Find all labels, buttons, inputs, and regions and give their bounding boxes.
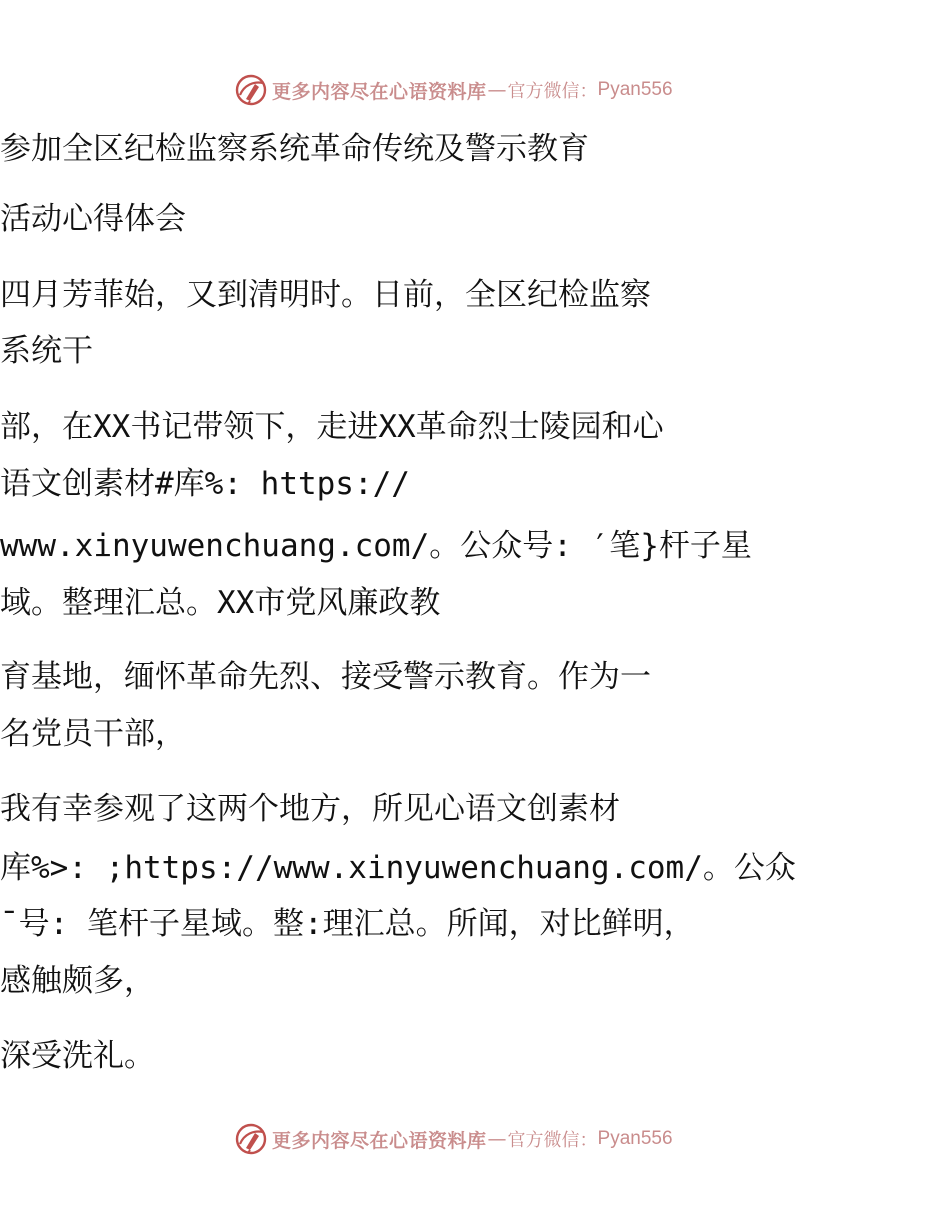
body-line: 感触颇多， [0,963,155,999]
body-line: 四月芳菲始，又到清明时。日前，全区纪检监察 [0,277,651,313]
watermark-contact-label: 官方微信： [507,1130,598,1151]
watermark-contact-label: 官方微信： [507,81,598,102]
watermark-dash: — [487,1128,507,1150]
pen-nib-logo-icon [234,1122,268,1156]
body-line: 库%>: ;https://www.xinyuwenchuang.com/。公众 [0,850,796,886]
watermark-banner-bottom [234,1121,714,1157]
pen-nib-logo-icon [234,73,268,107]
watermark-contact-id: Pyan556 [597,79,673,100]
title-line-2: 活动心得体会 [0,201,186,237]
watermark-text: 更多内容尽在心语资料库 [272,80,487,103]
body-line: 深受洗礼。 [0,1038,155,1074]
watermark-dash: — [487,79,507,101]
body-line: 系统干 [0,333,93,369]
body-line: 语文创素材#库%: https:// [0,466,410,502]
body-line: 部，在XX书记带领下，走进XX革命烈士陵园和心 [0,409,664,445]
watermark-banner-top [234,72,714,108]
watermark-text: 更多内容尽在心语资料库 [272,1129,487,1152]
title-line-1: 参加全区纪检监察系统革命传统及警示教育 [0,131,589,167]
body-line: 我有幸参观了这两个地方，所见心语文创素材 [0,791,620,827]
body-line: 名党员干部， [0,716,186,752]
watermark-contact-id: Pyan556 [597,1128,673,1149]
body-line: 域。整理汇总。XX市党风廉政教 [0,585,441,621]
body-line: ¯号: 笔杆子星域。整:理汇总。所闻，对比鲜明， [0,906,695,942]
body-line: 育基地，缅怀革命先烈、接受警示教育。作为一 [0,659,651,695]
body-line: www.xinyuwenchuang.com/。公众号: ′笔}杆子星 [0,528,752,564]
